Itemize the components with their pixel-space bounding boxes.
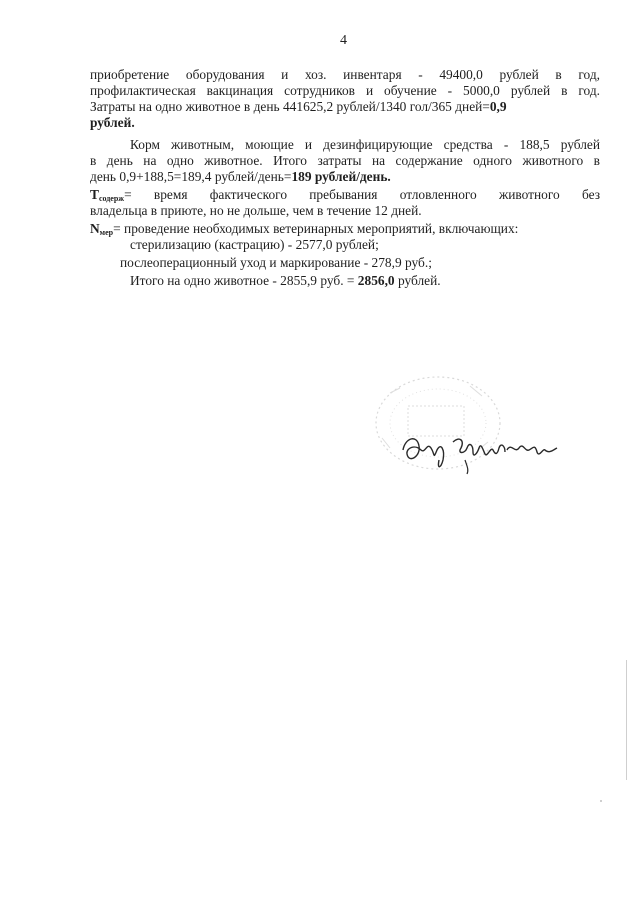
para1-line3 xyxy=(90,99,600,115)
n-item-postop-care: послеоперационный уход и маркирование - 278,9 руб.; xyxy=(120,255,432,270)
n-item-sterilization: стерилизацию (кастрацию) - 2577,0 рублей; xyxy=(130,237,379,252)
para2-line3-bold: 189 рублей/день. xyxy=(291,169,391,184)
para2-line2: в день на одно животное. Итого затраты на содержание одного животного в xyxy=(90,153,600,168)
para1-line3-text: Затраты на одно животное в день 441625,2 рублей/1340 гол/365 дней= xyxy=(90,99,490,114)
n-definition-text: = проведение необходимых ветеринарных мероприятий, включающих: xyxy=(113,221,519,236)
para2-line3 xyxy=(90,169,600,185)
signature xyxy=(395,420,565,480)
scan-speck xyxy=(600,800,602,802)
n-total-bold: 2856,0 xyxy=(357,273,395,288)
para2-line3-text: день 0,9+188,5=189,4 рублей/день= xyxy=(90,169,292,184)
page-number: 4 xyxy=(340,33,347,48)
t-symbol: T xyxy=(90,187,99,202)
t-definition-line2: владельца в приюте, но не дольше, чем в течение 12 дней. xyxy=(90,203,422,218)
n-total-tail: рублей. xyxy=(394,273,441,288)
t-subscript: содерж xyxy=(98,194,125,203)
n-total-text: Итого на одно животное - 2855,9 руб. = xyxy=(130,273,358,288)
n-subscript: мер xyxy=(99,228,114,237)
n-symbol: N xyxy=(90,221,100,236)
para1-line1: приобретение оборудования и хоз. инвентаря - 49400,0 рублей в год, xyxy=(90,67,600,82)
t-definition-text: = время фактического пребывания отловленного животного без xyxy=(124,187,600,202)
para1-line4: рублей. xyxy=(90,115,135,130)
para1-line2: профилактическая вакцинация сотрудников и обучение - 5000,0 рублей в год. xyxy=(90,83,600,98)
n-total xyxy=(130,273,640,289)
para2-line1: Корм животным, моющие и дезинфицирующие средства - 188,5 рублей xyxy=(130,137,600,152)
scan-edge-line xyxy=(626,660,627,780)
para1-line3-bold: 0,9 xyxy=(489,99,507,114)
